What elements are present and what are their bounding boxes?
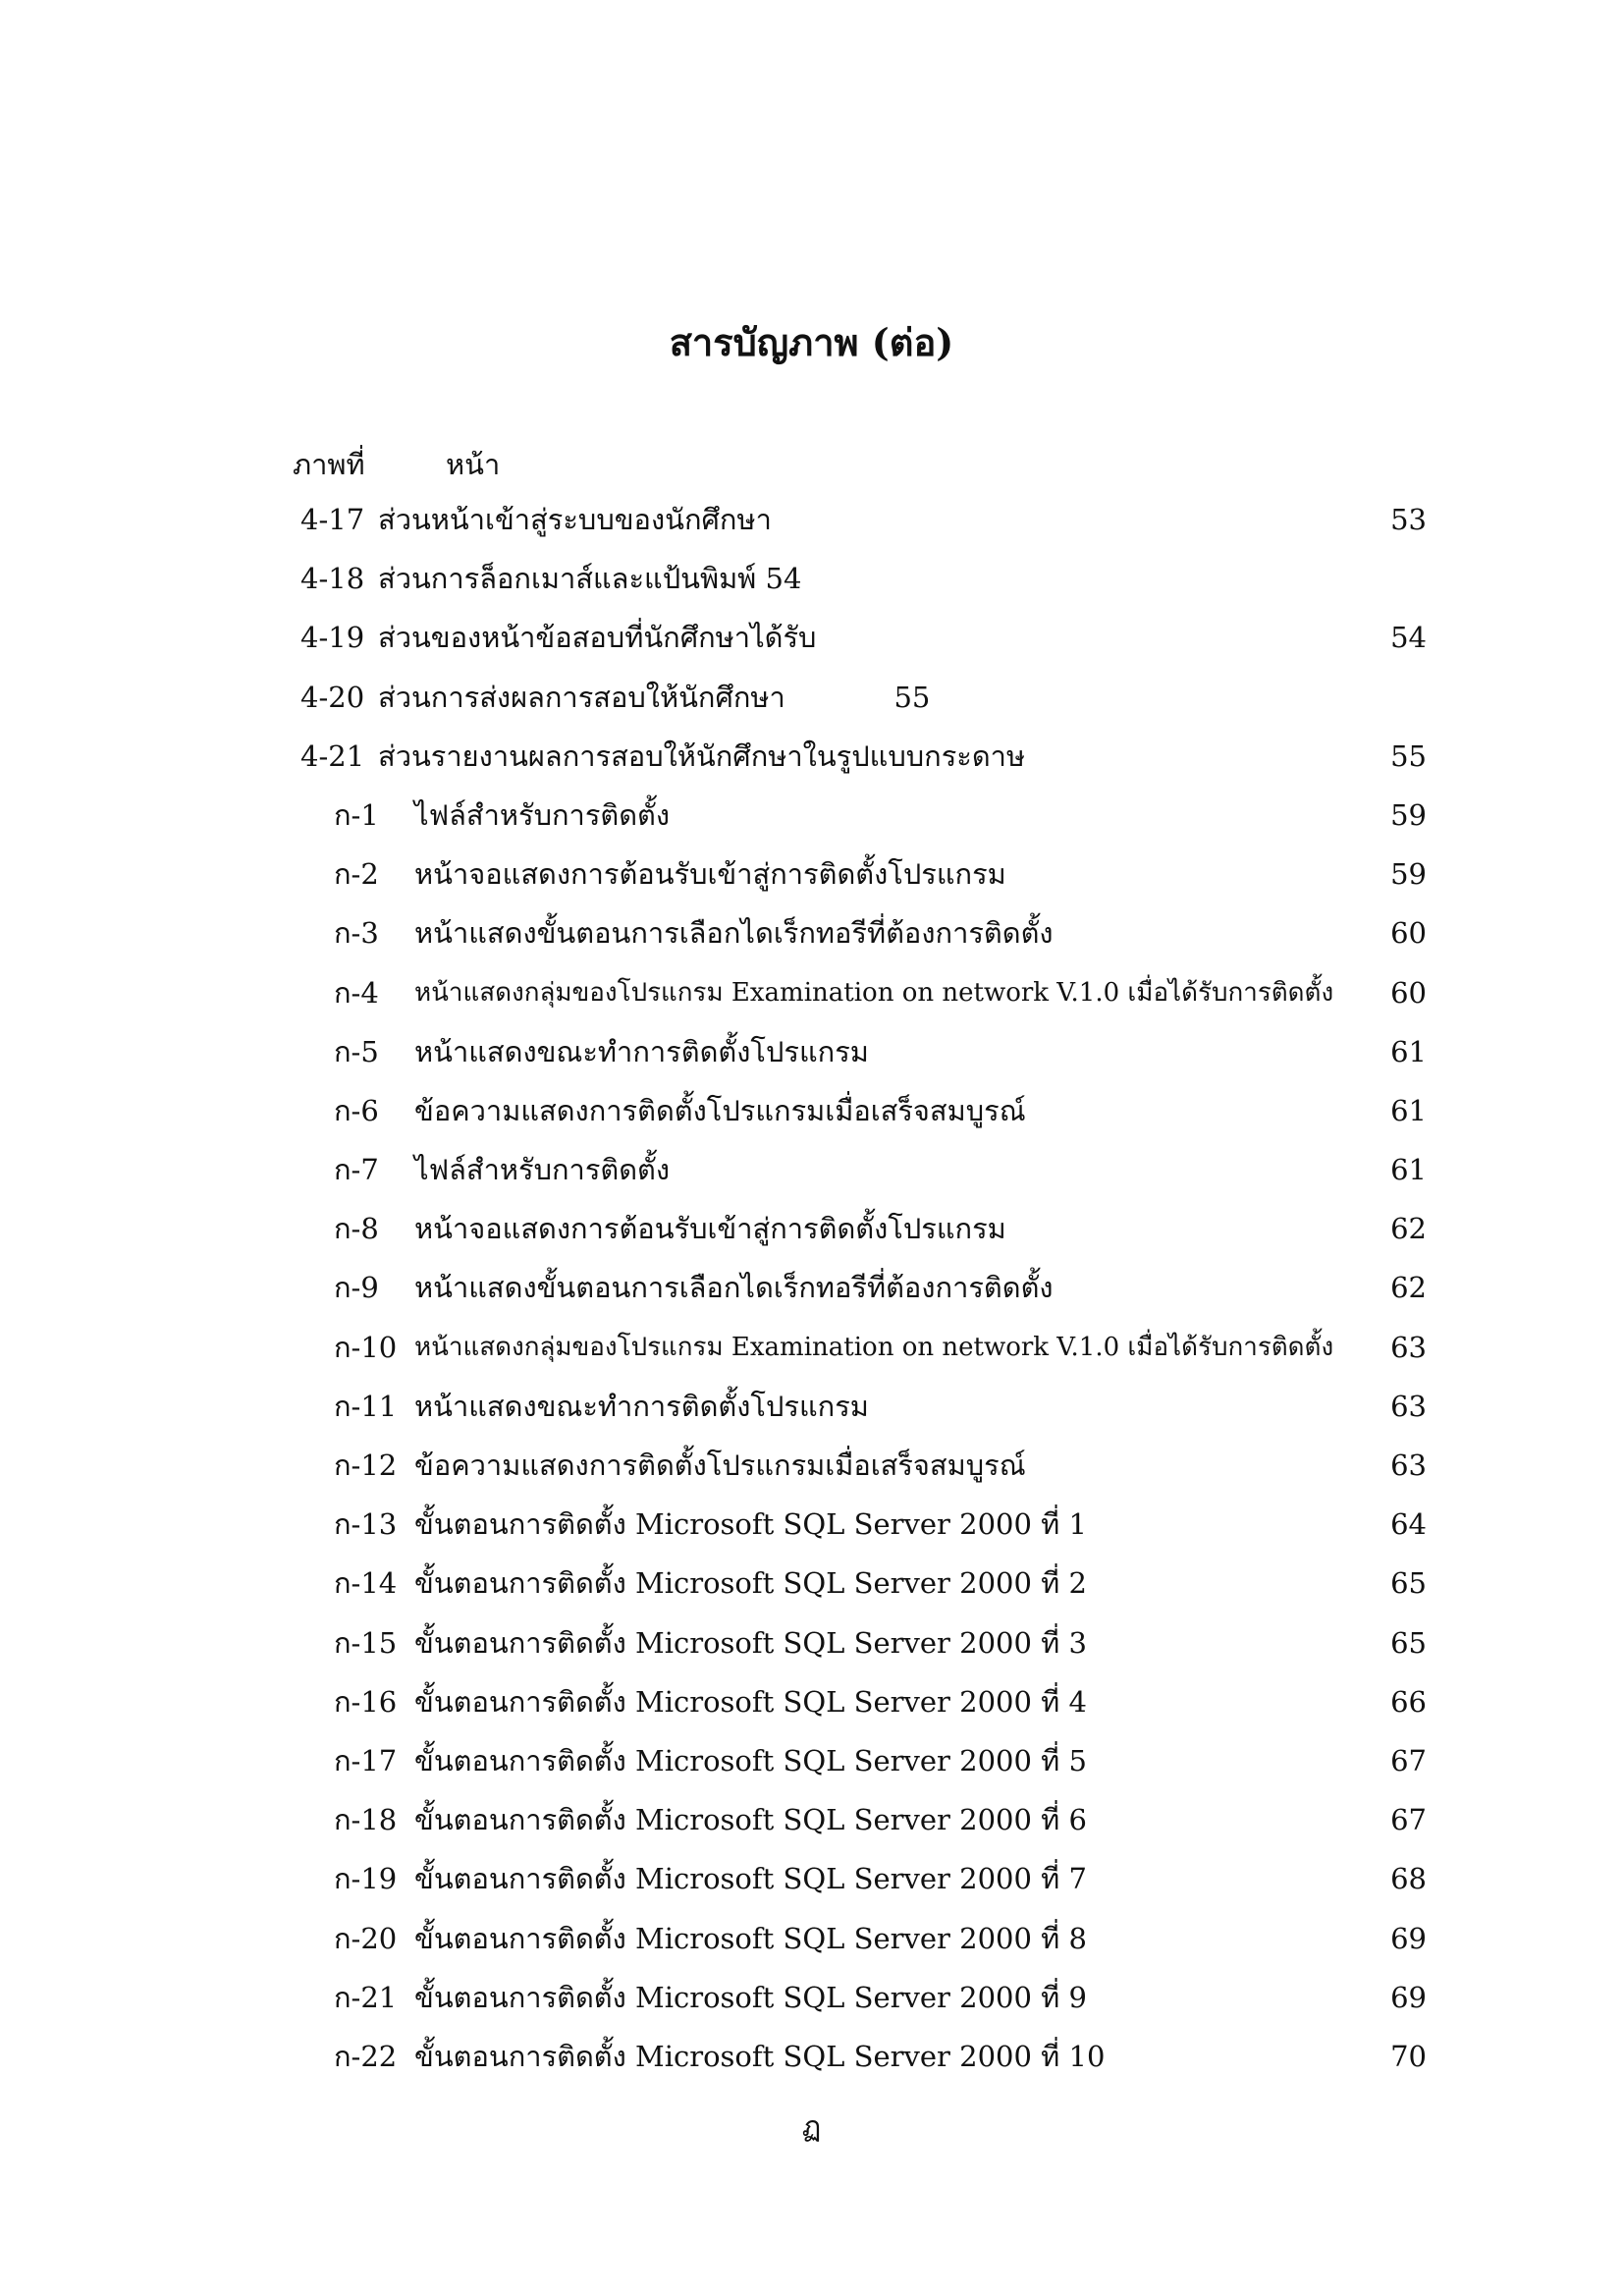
list-item [0,792,1623,850]
list-item [0,496,1623,555]
page-column-header: หน้า [446,448,501,481]
figure-number: ก-14 [334,1566,398,1601]
page-number: 61 [1390,1034,1427,1068]
figure-caption: ส่วนของหน้าข้อสอบที่นักศึกษาได้รับ [378,621,817,655]
page-number: 66 [1390,1684,1427,1719]
figure-number: 4-21 [300,738,365,773]
figure-number: ก-5 [334,1034,379,1068]
figure-number: 4-19 [300,621,365,655]
figure-number: ก-13 [334,1507,398,1542]
figure-caption: ขั้นตอนการติดตั้ง Microsoft SQL Server 2000 ที่ 2 [414,1566,1087,1601]
page-number: 63 [1390,1330,1427,1364]
figure-number: ก-6 [334,1093,379,1127]
figure-number: ก-20 [334,1921,398,1955]
list-item [0,1205,1623,1264]
list-item [0,1678,1623,1737]
figure-number: ก-10 [334,1330,398,1364]
list-item [0,1737,1623,1796]
list-item [0,1619,1623,1678]
figure-number: ก-18 [334,1803,398,1837]
page-number: 67 [1390,1743,1427,1777]
figure-caption: ส่วนการล็อกเมาส์และแป้นพิมพ์ 54 [378,562,802,596]
figure-column-header: ภาพที่ [293,448,365,481]
list-item [0,1974,1623,2033]
figure-caption: ขั้นตอนการติดตั้ง Microsoft SQL Server 2000 ที่ 9 [414,1980,1087,2014]
page-number: 62 [1390,1271,1427,1305]
figure-caption: ข้อความแสดงการติดตั้งโปรแกรมเมื่อเสร็จสมบูรณ์ [414,1449,1026,1482]
figure-number: 4-20 [300,680,365,714]
list-item [0,555,1623,614]
page-number: 59 [1390,857,1427,892]
page-number: 69 [1390,1921,1427,1955]
page-number: 65 [1390,1566,1427,1601]
figure-number: 4-18 [300,562,365,596]
page-number: 59 [1390,797,1427,832]
list-item [0,1087,1623,1146]
figure-number: ก-19 [334,1862,398,1896]
figure-number: ก-11 [334,1389,398,1423]
page-number: 64 [1390,1507,1427,1542]
figure-caption: ไฟล์สำหรับการติดตั้ง [414,797,671,832]
page-number: 60 [1390,975,1427,1010]
figure-caption: ข้อความแสดงการติดตั้งโปรแกรมเมื่อเสร็จสมบูรณ์ [414,1093,1026,1127]
figure-list [0,496,1623,2092]
figure-caption: ขั้นตอนการติดตั้ง Microsoft SQL Server 2000 ที่ 1 [414,1507,1087,1542]
list-item [0,1146,1623,1205]
page-number: 63 [1390,1449,1427,1482]
page-number: 61 [1390,1093,1427,1127]
figure-caption: ขั้นตอนการติดตั้ง Microsoft SQL Server 2000 ที่ 7 [414,1862,1087,1896]
list-item [0,2033,1623,2092]
figure-number: ก-1 [334,797,379,832]
list-item [0,1915,1623,1974]
figure-number: ก-9 [334,1271,379,1305]
list-item [0,674,1623,733]
figure-number: ก-21 [334,1980,398,2014]
list-item [0,733,1623,792]
figure-number: ก-12 [334,1449,398,1482]
page-number: 62 [1390,1212,1427,1246]
figure-caption: ส่วนการส่งผลการสอบให้นักศึกษา 55 [378,680,931,714]
figure-number: 4-17 [300,503,365,536]
list-item [0,1383,1623,1442]
figure-caption: หน้าแสดงขั้นตอนการเลือกไดเร็กทอรีที่ต้องการติดตั้ง [414,916,1054,951]
page-number: 70 [1390,2039,1427,2073]
page-number: 68 [1390,1862,1427,1896]
figure-caption: ส่วนรายงานผลการสอบให้นักศึกษาในรูปแบบกระดาษ [378,738,1026,773]
list-item [0,1501,1623,1559]
list-item [0,1442,1623,1501]
figure-number: ก-8 [334,1212,379,1246]
figure-caption: ไฟล์สำหรับการติดตั้ง [414,1153,671,1187]
figure-number: ก-17 [334,1743,398,1777]
list-item [0,614,1623,673]
page-marker: ฏ [801,2109,822,2143]
figure-caption: หน้าจอแสดงการต้อนรับเข้าสู่การติดตั้งโปรแกรม [414,857,1006,892]
figure-caption: หน้าแสดงขณะทำการติดตั้งโปรแกรม [414,1389,869,1423]
figure-number: ก-15 [334,1625,398,1660]
list-item [0,1855,1623,1914]
list-item [0,1264,1623,1323]
figure-caption: หน้าแสดงขณะทำการติดตั้งโปรแกรม [414,1034,869,1068]
page-number: 60 [1390,916,1427,951]
page-number: 53 [1390,503,1427,536]
figure-caption: ขั้นตอนการติดตั้ง Microsoft SQL Server 2000 ที่ 4 [414,1684,1087,1719]
figure-caption: หน้าแสดงกลุ่มของโปรแกรม Examination on network V.1.0 เมื่อได้รับการติดตั้ง [414,977,1334,1008]
figure-caption: หน้าแสดงกลุ่มของโปรแกรม Examination on network V.1.0 เมื่อได้รับการติดตั้ง [414,1332,1334,1362]
page-number: 54 [1390,621,1427,655]
list-item [0,1559,1623,1618]
figure-caption: ขั้นตอนการติดตั้ง Microsoft SQL Server 2000 ที่ 5 [414,1743,1087,1777]
figure-caption: หน้าจอแสดงการต้อนรับเข้าสู่การติดตั้งโปรแกรม [414,1212,1006,1246]
page-number: 55 [1390,738,1427,773]
figure-number: ก-16 [334,1684,398,1719]
figure-number: ก-2 [334,857,379,892]
figure-number: ก-7 [334,1153,379,1187]
list-item [0,969,1623,1028]
page-number: 61 [1390,1153,1427,1187]
page-number: 69 [1390,1980,1427,2014]
page-title: สารบัญภาพ (ต่อ) [669,320,954,364]
list-item [0,850,1623,909]
page-number: 63 [1390,1389,1427,1423]
figure-caption: ขั้นตอนการติดตั้ง Microsoft SQL Server 2000 ที่ 6 [414,1803,1087,1837]
figure-caption: ส่วนหน้าเข้าสู่ระบบของนักศึกษา [378,503,772,536]
figure-caption: หน้าแสดงขั้นตอนการเลือกไดเร็กทอรีที่ต้องการติดตั้ง [414,1271,1054,1305]
page-number: 67 [1390,1803,1427,1837]
figure-number: ก-3 [334,916,379,951]
list-item [0,909,1623,968]
page-number: 65 [1390,1625,1427,1660]
figure-number: ก-4 [334,975,379,1010]
list-item [0,1324,1623,1383]
figure-caption: ขั้นตอนการติดตั้ง Microsoft SQL Server 2000 ที่ 3 [414,1625,1087,1660]
list-item [0,1028,1623,1087]
list-item [0,1796,1623,1855]
figure-caption: ขั้นตอนการติดตั้ง Microsoft SQL Server 2000 ที่ 8 [414,1921,1087,1955]
figure-number: ก-22 [334,2039,398,2073]
figure-caption: ขั้นตอนการติดตั้ง Microsoft SQL Server 2000 ที่ 10 [414,2039,1106,2073]
